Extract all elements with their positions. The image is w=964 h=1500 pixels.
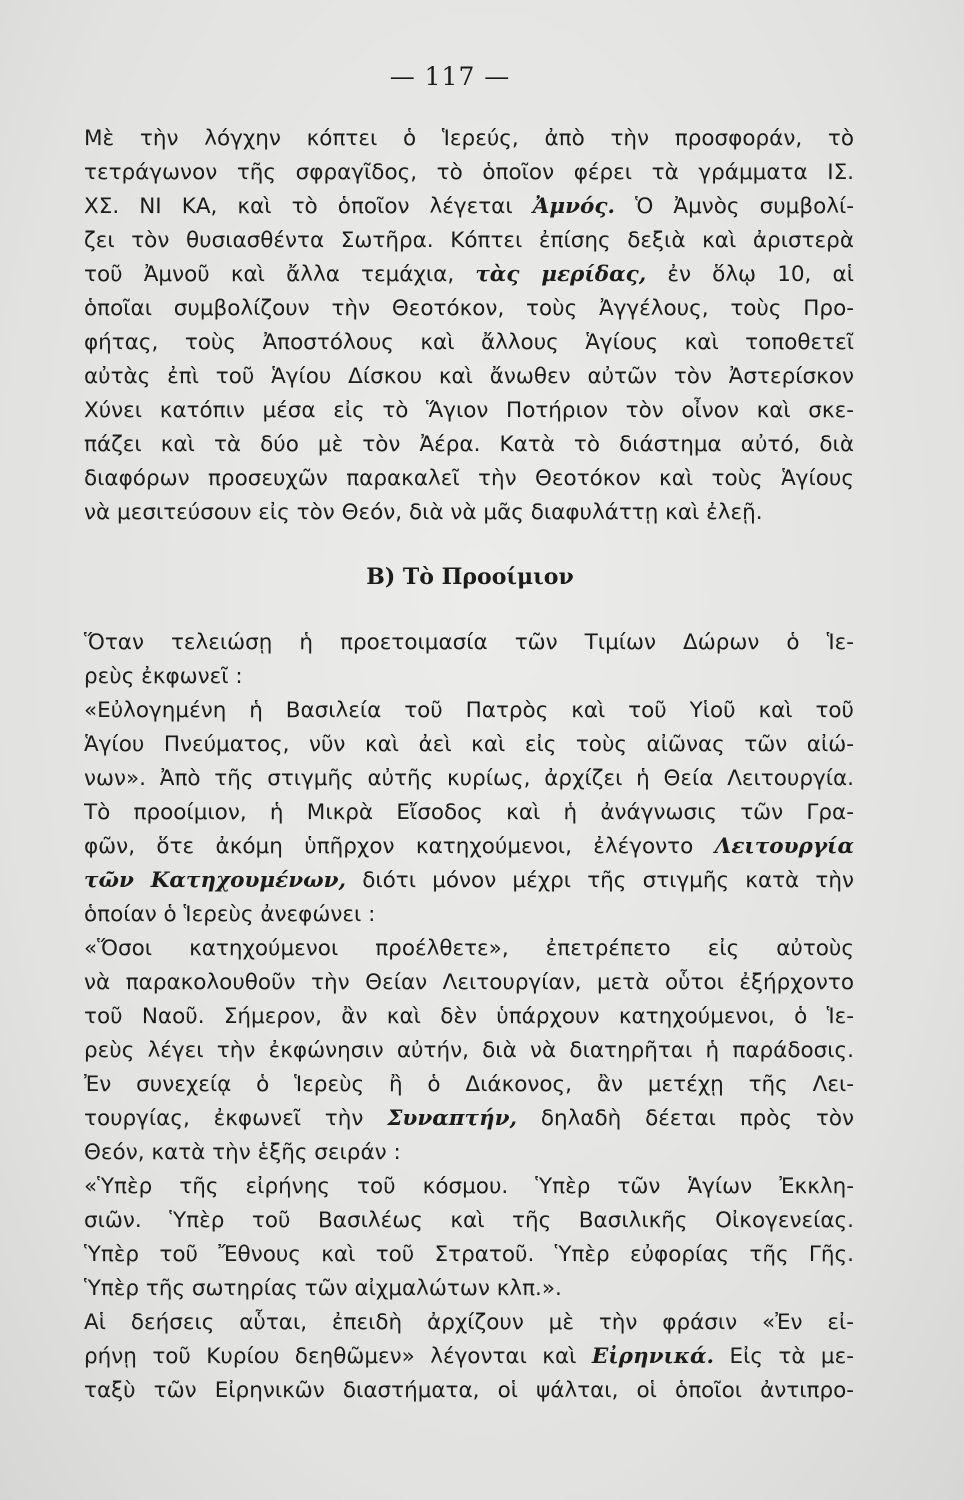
text-line: νων». Ἀπὸ τῆς στιγμῆς αὐτῆς κυρίως, ἀρχίζει ἡ Θεία Λειτουργία. [84, 766, 854, 791]
text-line: Μὲ τὴν λόγχην κόπτει ὁ Ἱερεύς, ἀπὸ τὴν προσφοράν, τὸ [84, 126, 854, 151]
text-line: Χύνει κατόπιν μέσα εἰς τὸ Ἅγιον Ποτήριον τὸν οἶνον καὶ σκε- [84, 398, 854, 423]
text-line: Ἁγίου Πνεύματος, νῦν καὶ ἀεὶ καὶ εἰς τοὺς αἰῶνας τῶν αἰώ- [84, 732, 854, 757]
text-line: ὁποίαν ὁ Ἱερεὺς ἀνεφώνει : [84, 902, 376, 927]
text-line: ρήνῃ τοῦ Κυρίου δεηθῶμεν» λέγονται καὶ Εἰρηνικά. Εἰς τὰ με- [84, 1344, 854, 1369]
text-line: πάζει καὶ τὰ δύο μὲ τὸν Ἀέρα. Κατὰ τὸ διάστημα αὐτό, διὰ [84, 432, 854, 457]
page-number: — 117 — [389, 62, 511, 91]
emphasis: Λειτουργία [714, 834, 854, 859]
text-line: αὐτὰς ἐπὶ τοῦ Ἁγίου Δίσκου καὶ ἄνωθεν αὐτῶν τὸν Ἀστερίσκον [84, 364, 854, 389]
text-line: ταξὺ τῶν Εἰρηνικῶν διαστήματα, οἱ ψάλται, οἱ ὁποῖοι ἀντιπρο- [84, 1378, 854, 1403]
text-line: τετράγωνον τῆς σφραγῖδος, τὸ ὁποῖον φέρει τὰ γράμματα ΙΣ. [84, 160, 854, 185]
emphasis: Συναπτήν, [387, 1106, 518, 1131]
emphasis: τῶν Κατηχουμένων, [84, 868, 347, 893]
text-line: νὰ μεσιτεύσουν εἰς τὸν Θεόν, διὰ νὰ μᾶς διαφυλάττῃ καὶ ἐλεῇ. [84, 500, 763, 525]
text-line: διαφόρων προσευχῶν παρακαλεῖ τὴν Θεοτόκον καὶ τοὺς Ἁγίους [84, 466, 854, 491]
text-line: ὁποῖαι συμβολίζουν τὴν Θεοτόκον, τοὺς Ἀγγέλους, τοὺς Προ- [84, 296, 854, 321]
emphasis: Εἰρηνικά. [591, 1344, 715, 1369]
text-line: «Ὑπὲρ τῆς εἰρήνης τοῦ κόσμου. Ὑπὲρ τῶν Ἁγίων Ἐκκλη- [84, 1174, 854, 1199]
text-line: Ὑπὲρ τῆς σωτηρίας τῶν αἰχμαλώτων κλπ.». [84, 1276, 562, 1301]
emphasis: τὰς μερίδας, [475, 262, 647, 287]
text-line: τοῦ Ναοῦ. Σήμερον, ἂν καὶ δὲν ὑπάρχουν κατηχούμενοι, ὁ Ἱε- [84, 1004, 854, 1029]
text-line: τουργίας, ἐκφωνεῖ τὴν Συναπτήν, δηλαδὴ δέεται πρὸς τὸν [84, 1106, 854, 1131]
text-line: ρεὺς ἐκφωνεῖ : [84, 664, 243, 689]
text-line: «Ὅσοι κατηχούμενοι προέλθετε», ἐπετρέπετο εἰς αὐτοὺς [84, 936, 854, 961]
text-line: Τὸ προοίμιον, ἡ Μικρὰ Εἴσοδος καὶ ἡ ἀνάγνωσις τῶν Γρα- [84, 800, 854, 825]
text-line: φήτας, τοὺς Ἀποστόλους καὶ ἄλλους Ἁγίους καὶ τοποθετεῖ [84, 330, 854, 355]
text-line: Ὑπὲρ τοῦ Ἔθνους καὶ τοῦ Στρατοῦ. Ὑπὲρ εὐφορίας τῆς Γῆς. [84, 1242, 854, 1267]
text-line: Θεόν, κατὰ τὴν ἑξῆς σειράν : [84, 1140, 401, 1165]
text-line: Ἐν συνεχείᾳ ὁ Ἱερεὺς ἢ ὁ Διάκονος, ἂν μετέχῃ τῆς Λει- [84, 1072, 854, 1097]
text-line: φῶν, ὅτε ἀκόμη ὑπῆρχον κατηχούμενοι, ἐλέγοντο Λειτουργία [84, 834, 854, 859]
text-line: Αἱ δεήσεις αὗται, ἐπειδὴ ἀρχίζουν μὲ τὴν φράσιν «Ἐν εἰ- [84, 1310, 854, 1335]
emphasis: Ἀμνός. [532, 194, 615, 219]
section-heading: Β) Τὸ Προοίμιον [366, 564, 574, 590]
text-line: «Εὐλογημένη ἡ Βασιλεία τοῦ Πατρὸς καὶ τοῦ Υἱοῦ καὶ τοῦ [84, 698, 854, 723]
text-line: νὰ παρακολουθοῦν τὴν Θείαν Λειτουργίαν, μετὰ οὗτοι ἐξήρχοντο [84, 970, 854, 995]
text-line: τῶν Κατηχουμένων, διότι μόνον μέχρι τῆς στιγμῆς κατὰ τὴν [84, 868, 854, 893]
text-line: Ὅταν τελειώσῃ ἡ προετοιμασία τῶν Τιμίων Δώρων ὁ Ἱε- [84, 630, 854, 655]
text-line: σιῶν. Ὑπὲρ τοῦ Βασιλέως καὶ τῆς Βασιλικῆς Οἰκογενείας. [84, 1208, 854, 1233]
text-line: τοῦ Ἀμνοῦ καὶ ἄλλα τεμάχια, τὰς μερίδας, ἐν ὅλῳ 10, αἱ [84, 262, 854, 287]
text-line: ΧΣ. ΝΙ ΚΑ, καὶ τὸ ὁποῖον λέγεται Ἀμνός. Ὁ Ἀμνὸς συμβολί- [84, 194, 854, 219]
text-line: ρεὺς λέγει τὴν ἐκφώνησιν αὐτήν, διὰ νὰ διατηρῆται ἡ παράδοσις. [84, 1038, 854, 1063]
text-line: ζει τὸν θυσιασθέντα Σωτῆρα. Κόπτει ἐπίσης δεξιὰ καὶ ἀριστερὰ [84, 228, 854, 253]
